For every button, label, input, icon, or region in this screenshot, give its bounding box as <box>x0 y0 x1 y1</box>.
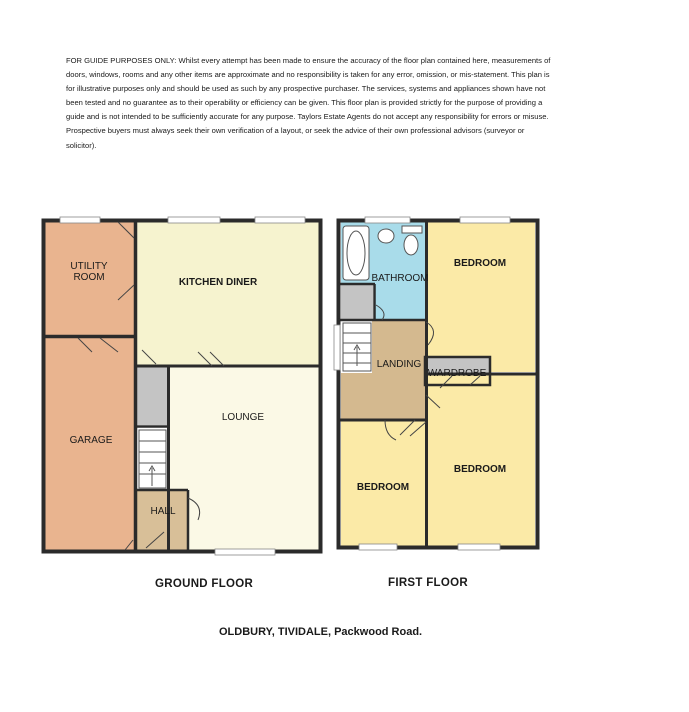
landing-label: LANDING <box>376 359 422 370</box>
garage-label: GARAGE <box>69 435 113 446</box>
bedroom-large-label: BEDROOM <box>453 464 507 475</box>
kitchen-diner-label: KITCHEN DINER <box>178 277 258 288</box>
bedroom-large-room <box>428 375 535 546</box>
basin <box>378 229 394 243</box>
toilet-bowl <box>404 235 418 255</box>
utility-room-label-1: UTILITY <box>70 261 108 272</box>
property-address: OLDBURY, TIVIDALE, Packwood Road. <box>219 626 423 638</box>
first-floor-title: FIRST FLOOR <box>388 577 468 589</box>
kitchen-diner-room <box>137 222 319 365</box>
under-stairs-cupboard <box>137 367 167 425</box>
bathroom-label: BATHROOM <box>371 273 429 284</box>
utility-room-label-2: ROOM <box>73 272 105 283</box>
bedroom-top-room <box>428 222 535 372</box>
hall-room <box>137 490 187 550</box>
airing-cupboard <box>341 285 373 319</box>
ground-floor-title: GROUND FLOOR <box>155 578 254 590</box>
first-floor-plan <box>334 217 538 550</box>
hall-label: HALL <box>150 506 176 517</box>
ground-floor-plan <box>43 217 321 555</box>
lounge-label: LOUNGE <box>221 412 265 423</box>
bedroom-top-label: BEDROOM <box>453 258 507 269</box>
lounge-room <box>170 367 319 550</box>
bedroom-small-label: BEDROOM <box>356 482 410 493</box>
toilet-cistern <box>402 226 422 233</box>
wardrobe-label: WARDROBE <box>427 368 487 379</box>
disclaimer-text: FOR GUIDE PURPOSES ONLY: Whilst every attempt has been made to ensure the accuracy of the floor plan contained here, measurements of doors, windows, rooms and any other items are approximate and no responsibility is taken for any error, omission, or mis-statement. This plan is for illustrative purposes only and should be used as such by any prospective purchaser. The services, systems and appliances shown have not been tested and no guarantee as to their operability or efficiency can be given. This floor plan is provided strictly for the purpose of providing a guide and is not intended to be sufficiently accurate for any purpose. Taylors Estate Agents do not accept any responsibility for errors or misuse. Prospective buyers must always seek their own verification of a layout, or seek the advice of their own professional advisors (surveyor or solicitor). <box>66 56 551 150</box>
bathroom-side <box>375 284 425 319</box>
